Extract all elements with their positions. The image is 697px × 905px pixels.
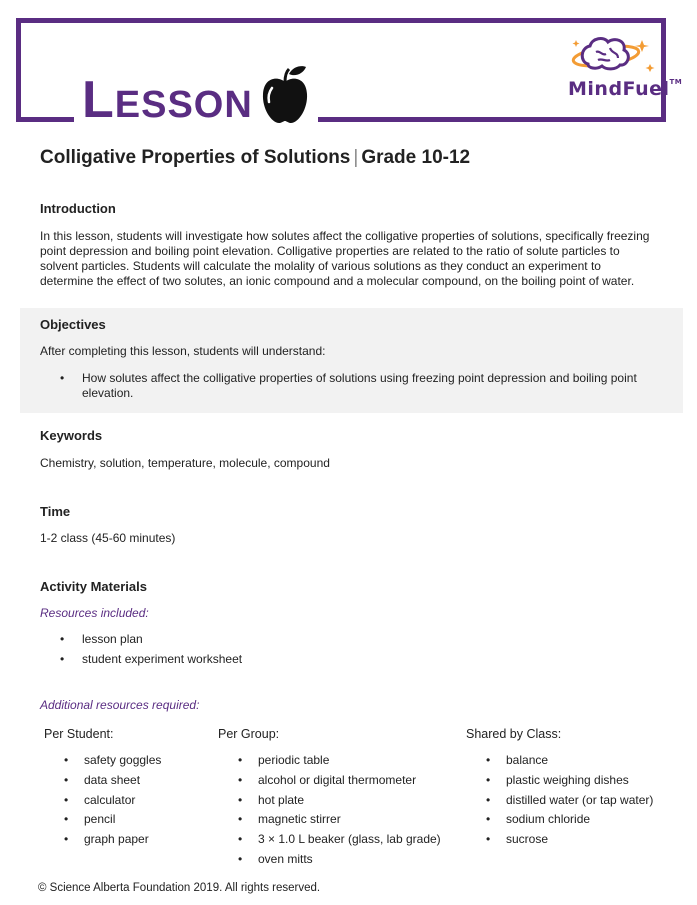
list-item: • data sheet [64,771,214,791]
list-item: • safety goggles [64,751,214,771]
objectives-heading: Objectives [40,317,106,332]
mindfuel-logo-text [568,78,682,100]
list-item: • student experiment worksheet [60,652,460,667]
mindfuel-logo-word: MindFuel [568,78,670,100]
list-item: • oven mitts [238,850,468,870]
per-group-list [238,751,468,870]
list-item: • magnetic stirrer [238,810,468,830]
lesson-heading-rest: ESSON [114,84,253,126]
additional-resources-label: Additional resources required: [40,698,200,712]
list-item: • calculator [64,791,214,811]
list-item: • alcohol or digital thermometer [238,771,468,791]
keywords-heading: Keywords [40,428,103,443]
per-group-title: Per Group: [218,727,280,741]
list-item: • graph paper [64,830,214,850]
time-heading: Time [40,504,71,519]
objectives-item: • How solutes affect the colligative properties of solutions using freezing point depression and boiling point elevation. [60,371,650,401]
list-item: • pencil [64,810,214,830]
list-item: • lesson plan [60,632,460,652]
materials-heading: Activity Materials [40,579,147,594]
apple-icon [260,64,310,126]
logo-trademark: TM [669,78,683,86]
list-item: • hot plate [238,791,468,811]
list-item: • distilled water (or tap water) [486,791,686,811]
title-main: Colligative Properties of Solutions [40,147,351,168]
keywords-text: Chemistry, solution, temperature, molecule, compound [40,456,330,470]
page-title [40,147,470,169]
title-separator: | [353,147,359,168]
per-student-title: Per Student: [44,727,114,741]
list-item: • periodic table [238,751,468,771]
shared-by-class-list [486,751,686,850]
header-frame-bottom-left [16,117,74,122]
objectives-lead: After completing this lesson, students will understand: [40,344,326,358]
list-item: • plastic weighing dishes [486,771,686,791]
copyright-footer: © Science Alberta Foundation 2019. All rights reserved. [38,882,321,894]
lesson-heading [82,71,253,129]
introduction-text: In this lesson, students will investigate how solutes affect the colligative properties of solutions, specifically freezing point depression and boiling point elevation. Colligative properties are related to the ratio of solute particles to solvent particles. Students will calculate the molality of various solutions as they conduct an experiment to determine the effect of two solutes, an ionic compound and a molecular compound, on the boiling point of water. [40,229,650,288]
objectives-list [60,371,650,401]
list-item: • sucrose [486,830,686,850]
time-text: 1-2 class (45-60 minutes) [40,531,176,545]
title-grade: Grade 10-12 [361,147,471,168]
per-student-list [64,751,214,850]
header-frame-bottom-right [318,117,666,122]
resources-included-label: Resources included: [40,606,149,620]
resources-included-list [60,632,460,667]
list-item: • balance [486,751,686,771]
introduction-heading: Introduction [40,201,116,216]
lesson-heading-initial: L [82,71,115,129]
list-item: • 3 × 1.0 L beaker (glass, lab grade) [238,830,468,850]
shared-by-class-title: Shared by Class: [466,727,562,741]
list-item: • sodium chloride [486,810,686,830]
